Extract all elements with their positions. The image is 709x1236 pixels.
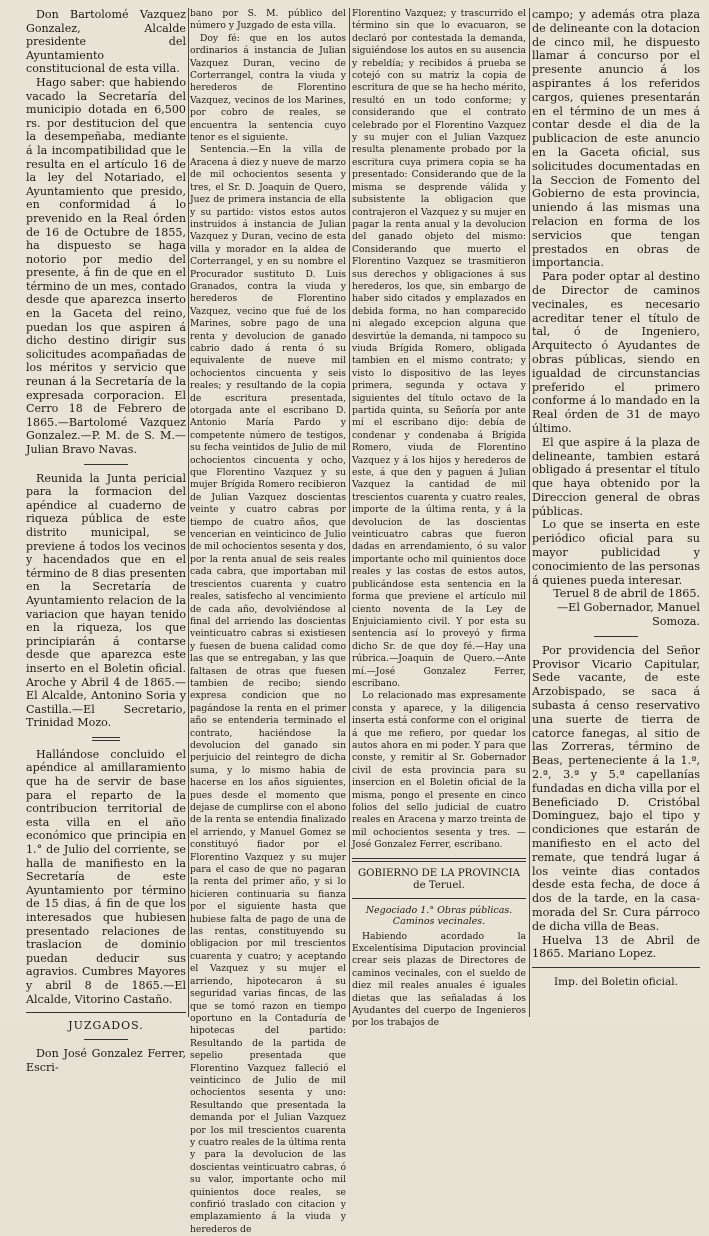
signature: Huelva 13 de Abril de 1865. Mariano Lopez. (532, 933, 700, 961)
column-rule (188, 8, 189, 1017)
notice-paragraph: Para poder optar al destino de Director de caminos vecinales, es necesario acreditar tener el título de tal, ó de Ingeniero, Arquitecto ó Ayudantes de obras públicas, siendo en igualdad de circunstancias preferido el primero conforme á lo mandado en la Real órden de 31 de mayo último. (532, 270, 700, 435)
notice-paragraph: campo; y además otra plaza de delineante con la dotacion de cinco mil, he dispuesto llamar á concurso por el presente anuncio á los aspirantes á los referidos cargos, quienes presentarán en el término de un mes á contar desde el dia de la publicacion de este anuncio en la Gaceta oficial, sus solicitudes documentadas en la Seccion de Fomento del Gobierno de esta provincia, uniendo á las mismas una relacion en forma de los servicios que tengan prestados en obras de importancia. (532, 8, 700, 270)
section-heading: GOBIERNO DE LA PROVINCIA (358, 867, 520, 879)
separator (92, 737, 120, 741)
separator-rule (352, 858, 526, 859)
separator-rule (352, 898, 526, 899)
column-4 (532, 8, 700, 1017)
negociado-label: Negociado 1.° Obras públicas. Caminos vecinales. (365, 904, 513, 927)
column-2 (190, 8, 346, 1235)
column-1 (26, 8, 186, 1074)
notice-paragraph: Don José Gonzalez Ferrer, Escri- (26, 1047, 186, 1074)
notice-paragraph: Hallándose concluido el apéndice al amillaramiento que ha de servir de base para el reparto de la contribucion territorial de esta villa en el año económico que principia en 1.° de Julio del corriente, se halla de manifiesto en la Secretaría de este Ayuntamiento por término de 15 dias, á fin de que los interesados que hubiesen presentado relaciones de traslacion de dominio puedan deducir sus agravios. Cumbres Mayores y abril 8 de 1865.—El Alcalde, Vitorino Castaño. (26, 747, 186, 1006)
notice-heading: Don Bartolomé Vazquez Gonzalez, Alcalde presidente del Ayuntamiento constitucional de esta villa. (26, 8, 186, 76)
separator (594, 636, 638, 637)
column-3 (352, 8, 526, 1029)
column-rule (529, 8, 530, 1017)
notice-paragraph: Lo relacionado mas expresamente consta y aparece, y la diligencia inserta está conforme con el original á que me refiero, por quedar los autos ahora en mi poder. Y para que conste, y remitir al Sr. Gobernador civil de esta provincia para su insercion en el Boletin oficial de la misma, pongo el presente en cinco folios del sello judicial de cuatro reales en Aracena y marzo treinta de mil ochocientos sesenta y tres. —José Gonzalez Ferrer, escribano. (352, 690, 526, 851)
notice-paragraph: bano por S. M. público del número y Juzgado de esta villa. (190, 8, 346, 32)
sentence-paragraph: Florentino Vazquez; y trascurrido el término sin que lo evacuaron, se declaró por contestada la demanda, siguiéndose los autos en su ausencia y rebeldía; y recibidos á prueba se cotejó con su matriz la copia de escritura de que se ha hecho mérito, resultó en un todo conforme; y considerando que el contrato celebrado por el Florentino Vazquez y su mujer con el Julian Vazquez resulta plenamente probado por la escritura cuya primera copia se ha presentado: Considerando que de la misma se desprende válida y subsistente la obligacion que contrajeron el Vazquez y su mujer en pagar la renta anual y la devolucion del ganado objeto del mismo: Considerando que muerto el Florentino Vazquez se trasmitieron sus derechos y obligaciones á sus herederos, los que, sin embargo de haber sido citados y emplazados en debida forma, no han comparecido ni alegado excepcion alguna que desvirtúe la demanda, ni tampoco su viuda Brígida Romero, obligada tambien en el mismo contrato; y visto lo dispositivo de las leyes primera, segunda y octava y siguientes del título octavo de la partida quinta, su Señoría por ante mí el escribano dijo: debía de condenar y condenaba á Brígida Romero, viuda de Florentino Vazquez y á los hijos y herederos de este, á que den y paguen á Julian Vazquez la cantidad de mil trescientos cuarenta y cuatro reales, importe de la última renta, y á la devolucion de las doscientas veinticuatro cabras que fueron dadas en arrendamiento, ó su valor importante ocho mil quinientos doce reales y las costas de estos autos, publicándose esta sentencia en la forma que previene el artículo mil ciento noventa de la Ley de Enjuiciamiento civil. Y por esta su sentencia así lo proveyó y firma dicho Sr. de que doy fé.—Hay una rúbrica.—Joaquin de Quero.—Ante mí.—José Gonzalez Ferrer, escribano. (352, 8, 526, 689)
separator-rule (532, 967, 700, 968)
column-rule (349, 8, 350, 1017)
notice-paragraph: Lo que se inserta en este periódico oficial para su mayor publicidad y conocimiento de las personas á quienes pueda interesar. (532, 518, 700, 587)
notice-paragraph: El que aspire á la plaza de delineante, tambien estará obligado á presentar el título que haya obtenido por la Direccion general de obras públicas. (532, 435, 700, 518)
section-subheading: de Teruel. (413, 879, 465, 891)
separator (84, 1039, 128, 1040)
notice-paragraph: Hago saber: que habiendo vacado la Secretaría del municipio dotada en 6,500 rs. por destitucion del que la desempeñaba, mediante á la incompatibilidad que le resulta en el artículo 16 de la ley del Notariado, el Ayuntamiento que presido, en conformidad á lo prevenido en la Real órden de 16 de Octubre de 1855, ha dispuesto se haga notorio por medio del presente, á fin de que en el término de un mes, contado desde que aparezca inserto en la Gaceta del reino, puedan los que aspiren á dicho destino dirigir sus solicitudes acompañadas de los méritos y servicio que reunan á la Secretaría de la expresada corporacion. El Cerro 18 de Febrero de 1865.—Bartolomé Vazquez Gonzalez.—P. M. de S. M.—Julian Bravo Navas. (26, 75, 186, 456)
notice-paragraph: Doy fé: que en los autos ordinarios á instancia de Julian Vazquez Duran, vecino de Corterrangel, contra la viuda y herederos de Florentino Vazquez, vecinos de los Marines, por cobro de reales, se encuentra la sentencia cuyo tenor es el siguiente. (190, 32, 346, 144)
separator-rule (26, 1012, 186, 1013)
notice-paragraph: Reunida la Junta pericial para la formacion del apéndice al cuaderno de riqueza pública de este distrito municipal, se previene á todos los vecinos y hacendados que en el término de 8 dias presenten en la Secretaría de Ayuntamiento relacion de la variacion que hayan tenido en la riqueza, los que principiarán á contarse desde que aparezca este inserto en el Boletin oficial. Aroche y Abril 4 de 1865.—El Alcalde, Antonino Soria y Castilla.—El Secretario, Trinidad Mozo. (26, 471, 186, 730)
section-heading: JUZGADOS. (68, 1019, 144, 1033)
separator-rule (352, 861, 526, 862)
sentence-paragraph: Sentencia.—En la villa de Aracena á diez y nueve de marzo de mil ochocientos sesenta y tres, el Sr. D. Joaquin de Quero, Juez de primera instancia de ella y su partido: vistos estos autos instruidos á instancia de Julian Vazquez y Duran, vecino de esta villa y morador en la aldea de Corterrangel, y en su nombre el Procurador sustituto D. Luis Granados, contra la viuda y herederos de Florentino Vazquez, vecino que fué de los Marines, sobre pago de una renta y devolucion de ganado cabrio dado á renta ó su equivalente de nueve mil ochocientos cincuenta y seis reales; y resultando de la copia de escritura presentada, otorgada ante el escribano D. Antonio María Pardo y competente número de testigos, su fecha veintidos de Julio de mil ochocientos cincuenta y ocho, que Florentino Vazquez y su mujer Brígida Romero recibieron de Julian Vazquez doscientas veinte y cuatro cabras por tiempo de cuatro años, que vencerian en veinticinco de Julio de mil ochocientos sesenta y dos, por la renta anual de seis reales cada cabra, que importaban mil trescientos cuarenta y cuatro reales, satisfecho al vencimiento de cada año, devolviéndose al final del arriendo las doscientas veinticuatro cabras si existiesen y fuesen de buena calidad como las que se entregaban, y las que faltasen de otras que fuesen tambien de recibo; siendo expresa condicion que no pagándose la renta en el primer año se entenderia terminado el contrato, haciéndose la devolucion del ganado sin perjuicio del reintegro de dicha suma, y lo mismo habia de hacerse en los años siguientes, pues desde el momento que dejase de cumplirse con el abono de la renta se entendia finalizado el arriendo, y Manuel Gomez se constituyó fiador por el Florentino Vazquez y su mujer para el caso de que no pagaran la renta del primer año, y si lo hicieren continuaria su fianza por el siguiente hasta que hubiese falta de pago de una de las rentas, constituyendo su obligacion por mil trescientos cuarenta y cuatro; y aceptando el Vazquez y su mujer el arriendo, hipotecaron á su seguridad varias fincas, de las que se tomó razon en tiempo oportuno en la Contaduría de hipotecas del partido: Resultando de la partida de sepelio presentada que Florentino Vazquez falleció el veinticinco de Julio de mil ochocientos sesenta y uno: Resultando que presentada la demanda por el Julian Vazquez por los mil trescientos cuarenta y cuatro reales de la última renta y para la devolucion de las doscientas veinticuatro cabras, ó su valor, importante ocho mil quinientos doce reales, se confirió traslado con citacion y emplazamiento á la viuda y herederos de (190, 144, 346, 1235)
separator (84, 464, 128, 465)
notice-paragraph: Habiendo acordado la Excelentísima Diputacion provincial crear seis plazas de Directores de caminos vecinales, con el sueldo de diez mil reales anuales é iguales dietas que las señaladas á los Ayudantes del cuerpo de Ingenieros por los trabajos de (352, 930, 526, 1029)
imprint: Imp. del Boletin oficial. (554, 976, 678, 989)
notice-paragraph: Por providencia del Señor Provisor Vicario Capitular, Sede vacante, de este Arzobispado, se saca á subasta á censo reservativo una suerte de tierra de catorce fanegas, al sitio de las Zorreras, término de Beas, perteneciente á la 1.ª, 2.ª, 3.ª y 5.ª capellanías fundadas en dicha villa por el Beneficiado D. Cristóbal Dominguez, bajo el tipo y condiciones que estarán de manifiesto en el acto del remate, que tendrá lugar á los veinte dias contados desde esta fecha, de doce á dos de la tarde, en la casa-morada del Sr. Cura párroco de dicha villa de Beas. (532, 643, 700, 933)
signature: Teruel 8 de abril de 1865. —El Gobernador, Manuel Somoza. (553, 587, 700, 629)
